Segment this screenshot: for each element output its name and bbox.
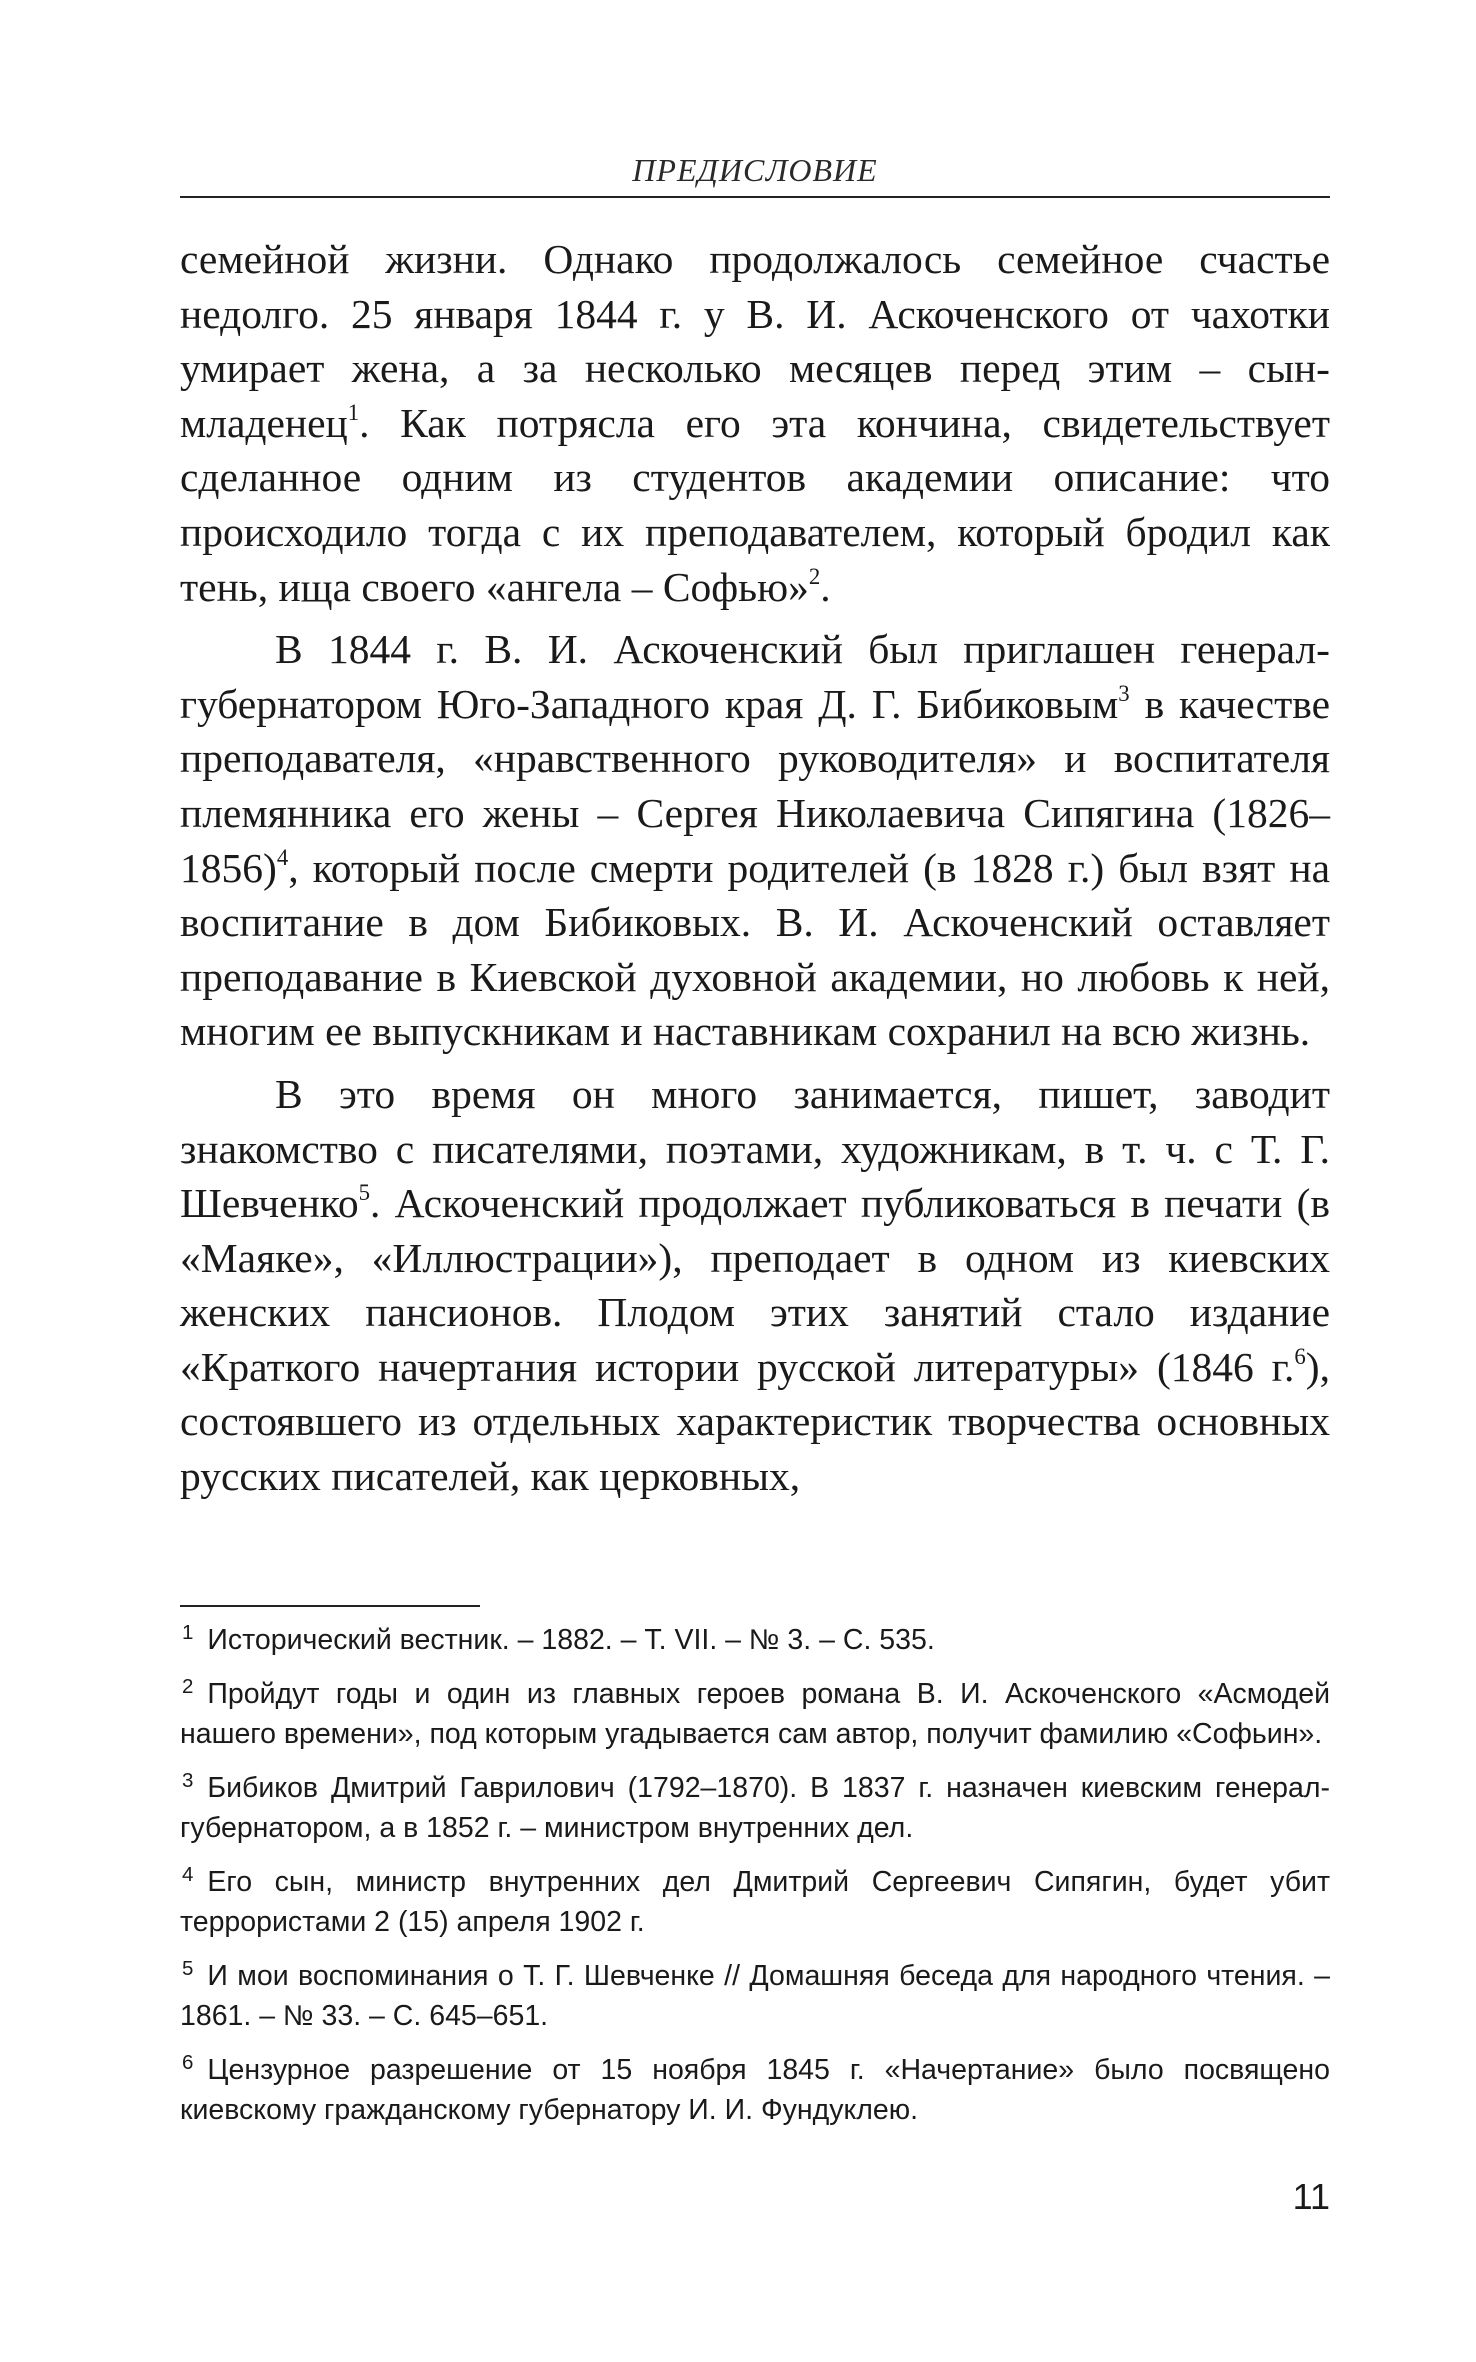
main-text (180, 232, 1330, 1504)
footnote-ref[interactable]: 3 (1118, 680, 1130, 706)
header-rule (180, 196, 1330, 198)
text-run: В 1844 г. В. И. Аскоченский был приглашен генерал-губернатором Юго-Западного края Д. Г. Бибиковым (180, 626, 1330, 727)
footnote (180, 1674, 1330, 1754)
text-run: , который после смерти родителей (в 1828 г.) был взят на воспитание в дом Бибиковых. В. И. Аскоченский оставляет преподавание в Киевской духовной академии, но любовь к ней, многим ее выпускникам и наставникам сохранил на всю жизнь. (180, 844, 1330, 1055)
text-run: . Аскоченский продолжает публиковаться в печати (в «Маяке», «Иллюстрации»), преподает в одном из киевских женских пансионов. Плодом этих занятий стало издание «Краткого начертания истории русской литературы» (1846 г. (180, 1180, 1330, 1390)
paragraph-1 (180, 232, 1330, 614)
paragraph-2 (180, 622, 1330, 1059)
text-run: . Как потрясла его эта кончина, свидетельствует сделанное одним из студентов академии описание: что происходило тогда с их преподавателем, который бродил как тень, ища своего «ангела – Софью» (180, 399, 1330, 610)
footnote-ref[interactable]: 4 (276, 844, 289, 870)
text-run: В это время он много занимается, пишет, заводит знакомство с писателями, поэтами, художникам, в т. ч. с Т. Г. Шевченко (180, 1070, 1330, 1227)
text-run: . (820, 563, 831, 610)
footnote (180, 1768, 1330, 1848)
footnote-ref[interactable]: 5 (358, 1179, 371, 1205)
footnote (180, 1620, 1330, 1660)
footnote-separator (180, 1605, 480, 1607)
footnote-text: Пройдут годы и один из главных героев романа В. И. Аскоченского «Асмодей нашего времени», под которым угадывается сам автор, получит фамилию «Софьин». (180, 1678, 1330, 1750)
footnote-number: 5 (182, 1956, 194, 1980)
footnote-number: 4 (182, 1862, 194, 1886)
footnote-text: Цензурное разрешение от 15 ноября 1845 г. «Начертание» было посвящено киевскому гражданскому губернатору И. И. Фундуклею. (180, 2054, 1330, 2126)
footnote-ref[interactable]: 6 (1294, 1343, 1306, 1369)
footnote-number: 6 (182, 2050, 194, 2074)
footnote-ref[interactable]: 2 (808, 563, 821, 589)
footnote (180, 1956, 1330, 2036)
footnote (180, 2050, 1330, 2130)
text-run: семейной жизни. Однако продолжалось семейное счастье недолго. 25 января 1844 г. у В. И. Аскоченского от чахотки умирает жена, а за несколько месяцев перед этим – сын-младенец (180, 236, 1330, 446)
footnote (180, 1862, 1330, 1942)
footnote-text: Его сын, министр внутренних дел Дмитрий Сергеевич Сипягин, будет убит террористами 2 (15) апреля 1902 г. (180, 1866, 1330, 1938)
footnote-text: Исторический вестник. – 1882. – Т. VII. – № 3. – С. 535. (207, 1624, 935, 1656)
footnote-text: Бибиков Дмитрий Гаврилович (1792–1870). В 1837 г. назначен киевским генерал-губернатором, а в 1852 г. – министром внутренних дел. (180, 1772, 1330, 1844)
paragraph-3 (180, 1067, 1330, 1504)
footnote-number: 3 (182, 1768, 194, 1792)
text-run: ), состоявшего из отдельных характеристик творчества основных русских писателей, как церковных, (180, 1343, 1330, 1500)
footnote-ref[interactable]: 1 (347, 399, 360, 425)
footnotes (180, 1620, 1330, 2144)
footnote-number: 1 (182, 1620, 194, 1644)
footnote-text: И мои воспоминания о Т. Г. Шевченке // Домашняя беседа для народного чтения. – 1861. – № 33. – С. 645–651. (180, 1960, 1330, 2032)
text-run: в качестве преподавателя, «нравственного руководителя» и воспитателя племянника его жены – Сергея Николаевича Сипягина (1826–1856) (180, 680, 1330, 891)
page-number: 11 (1292, 2176, 1330, 2217)
footnote-number: 2 (182, 1674, 194, 1698)
running-title: ПРЕДИСЛОВИЕ (632, 152, 878, 188)
